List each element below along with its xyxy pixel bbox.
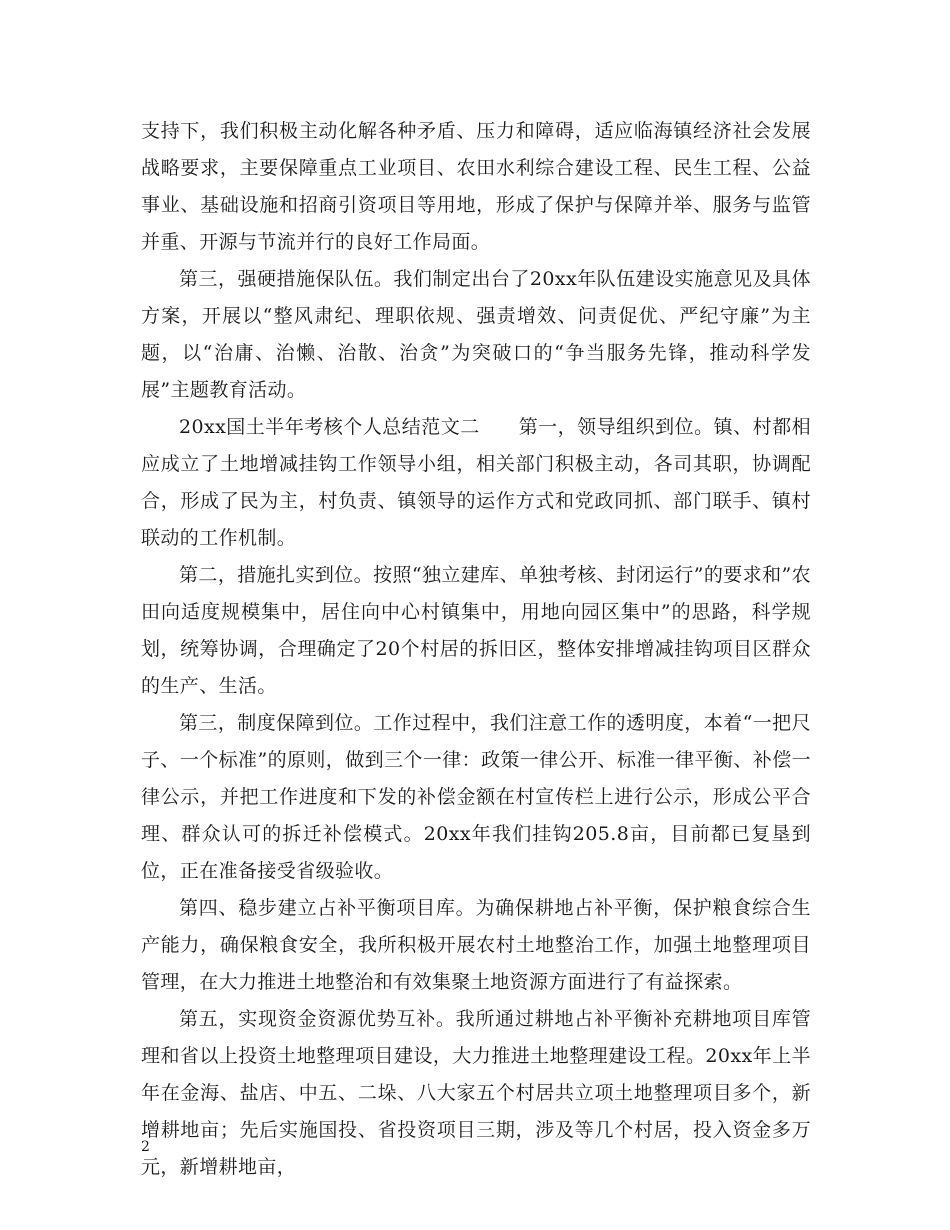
paragraph: 20xx国土半年考核个人总结范文二 第一，领导组织到位。镇、村都相应成立了土地增减挂钩工作领导小组，相关部门积极主动，各司其职，协调配合，形成了民为主，村负责、镇领导的运作方式和党政同抓、部门联手、镇村联动的工作机制。 [141, 416, 811, 549]
page-number: 2 [141, 1139, 150, 1155]
paragraph: 支持下，我们积极主动化解各种矛盾、压力和障碍，适应临海镇经济社会发展战略要求，主要保障重点工业项目、农田水利综合建设工程、民生工程、公益事业、基础设施和招商引资项目等用地，形成了保护与保障并举、服务与监管并重、开源与节流并行的良好工作局面。 [141, 120, 811, 253]
paragraph: 第三，制度保障到位。工作过程中，我们注意工作的透明度，本着“一把尺子、一个标准”的原则，做到三个一律：政策一律公开、标准一律平衡、补偿一律公示，并把工作进度和下发的补偿金额在村宣传栏上进行公示，形成公平合理、群众认可的拆迁补偿模式。20xx年我们挂钩205.8亩，目前都已复垦到位，正在准备接受省级验收。 [141, 712, 811, 882]
paragraph: 第五，实现资金资源优势互补。我所通过耕地占补平衡补充耕地项目库管理和省以上投资土地整理项目建设，大力推进土地整理建设工程。20xx年上半年在金海、盐店、中五、二垛、八大家五个村居共立项土地整理项目多个，新增耕地亩；先后实施国投、省投资项目三期，涉及等几个村居，投入资金多万元，新增耕地亩， [141, 1008, 811, 1178]
paragraph: 第三，强硬措施保队伍。我们制定出台了20xx年队伍建设实施意见及具体方案，开展以“整风肃纪、理职依规、强责增效、问责促优、严纪守廉”为主题，以“治庸、治懒、治散、治贪”为突破口的“争当服务先锋，推动科学发展”主题教育活动。 [141, 268, 811, 401]
paragraph: 第四、稳步建立占补平衡项目库。为确保耕地占补平衡，保护粮食综合生产能力，确保粮食安全，我所积极开展农村土地整治工作，加强土地整理项目管理，在大力推进土地整治和有效集聚土地资源方面进行了有益探索。 [141, 897, 811, 993]
document-body [141, 113, 811, 1186]
paragraph: 第二，措施扎实到位。按照“独立建库、单独考核、封闭运行”的要求和”农田向适度规模集中，居住向中心村镇集中，用地向园区集中”的思路，科学规划，统筹协调，合理确定了20个村居的拆旧区，整体安排增减挂钩项目区群众的生产、生活。 [141, 564, 811, 697]
